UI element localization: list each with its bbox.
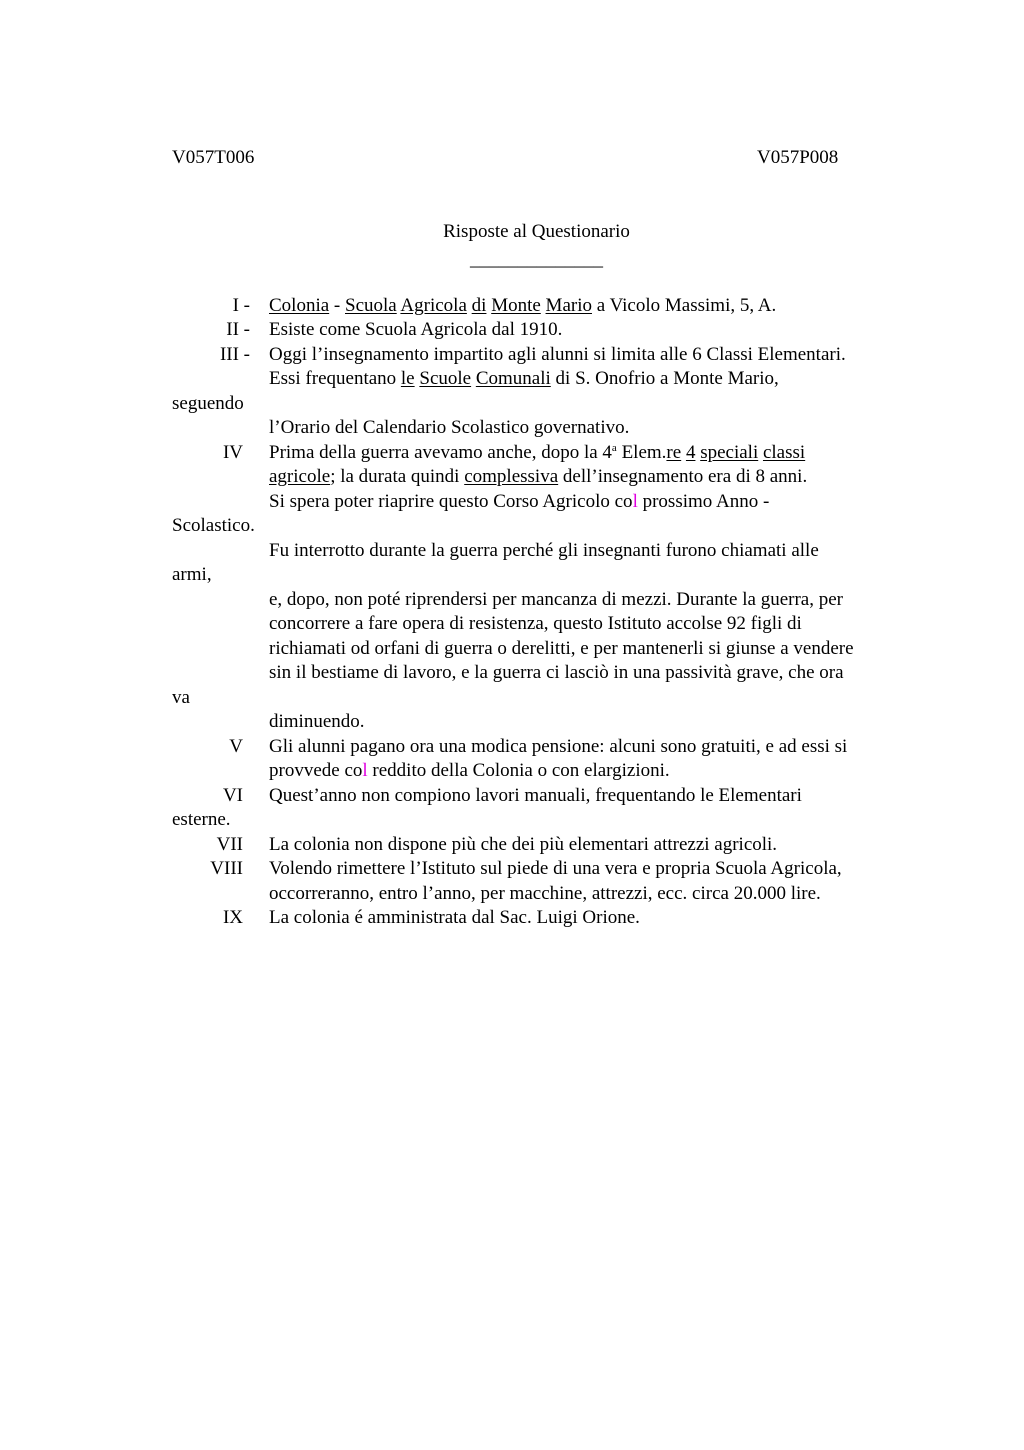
item-number-vii: VII <box>216 834 243 855</box>
text-fragment: Si spera poter riaprire questo Corso Agricolo co <box>269 491 633 512</box>
item-number-ix: IX <box>222 907 243 928</box>
document-code-left: V057T006 <box>172 147 255 168</box>
text-fragment: provvede co <box>269 760 363 781</box>
text-fragment: Elem. <box>616 442 667 463</box>
item-ii-text: Esiste come Scuola Agricola dal 1910. <box>269 319 563 340</box>
word-scuola: Scuola <box>345 295 397 316</box>
item-iv-line: richiamati od orfani di guerra o derelitti, e per mantenerli si giunse a vendere <box>269 638 854 659</box>
item-number-iv: IV <box>222 442 243 463</box>
item-iv-line <box>269 441 805 465</box>
item-vi-line: Quest’anno non compiono lavori manuali, frequentando le Elementari <box>269 785 802 806</box>
item-iv-line: concorrere a fare opera di resistenza, questo Istituto accolse 92 figli di <box>269 613 802 634</box>
word-di: di <box>471 295 487 316</box>
item-iv-line: sin il bestiame di lavoro, e la guerra ci lasciò in una passività grave, che ora <box>269 662 844 683</box>
item-iv-wrap: armi, <box>172 564 212 585</box>
text-fragment: Essi frequentano <box>269 368 401 389</box>
item-viii-line: Volendo rimettere l’Istituto sul piede di una vera e propria Scuola Agricola, <box>269 858 842 879</box>
item-v-line <box>269 759 670 783</box>
item-iii-line: l’Orario del Calendario Scolastico governativo. <box>269 417 630 438</box>
word-speciali: speciali <box>700 442 759 463</box>
item-viii-line: occorreranno, entro l’anno, per macchine, attrezzi, ecc. circa 20.000 lire. <box>269 883 821 904</box>
highlighted-letter: l <box>362 760 368 781</box>
item-v-line: Gli alunni pagano ora una modica pensione: alcuni sono gratuiti, e ad essi si <box>269 736 848 757</box>
text-fragment: prossimo Anno - <box>637 491 770 512</box>
word-agricola: Agricola <box>400 295 467 316</box>
item-iii-line: Oggi l’insegnamento impartito agli alunni si limita alle 6 Classi Elementari. <box>269 344 846 365</box>
word-4: 4 <box>685 442 696 463</box>
text-fragment: Prima della guerra avevamo anche, dopo la 4 <box>269 442 612 463</box>
item-ix-text: La colonia é amministrata dal Sac. Luigi Orione. <box>269 907 640 928</box>
text-fragment: di S. Onofrio a Monte Mario, <box>550 368 779 389</box>
word-re: re <box>666 442 682 463</box>
document-code-right: V057P008 <box>757 147 839 168</box>
item-iv-wrap: Scolastico. <box>172 515 255 536</box>
item-number-viii: VIII <box>210 858 243 879</box>
word-mario: Mario <box>545 295 592 316</box>
text-fragment: - <box>329 295 345 316</box>
word-comunali: Comunali <box>475 368 551 389</box>
page-title: Risposte al Questionario <box>443 221 630 242</box>
item-iv-line <box>269 490 769 514</box>
word-complessiva: complessiva <box>464 466 559 487</box>
item-vii-text: La colonia non dispone più che dei più elementari attrezzi agricoli. <box>269 834 778 855</box>
text-fragment: reddito della Colonia o con elargizioni. <box>367 760 670 781</box>
highlighted-letter: l <box>632 491 638 512</box>
word-classi: classi <box>762 442 806 463</box>
item-number-iii: III - <box>219 344 250 365</box>
text-fragment: dell’insegnamento era di 8 anni. <box>558 466 808 487</box>
word-scuole: Scuole <box>419 368 472 389</box>
word-colonia: Colonia <box>269 295 330 316</box>
title-rule: ______________ <box>470 249 603 270</box>
text-fragment: a Vicolo Massimi, 5, A. <box>591 295 777 316</box>
item-vi-wrap: esterne. <box>172 809 231 830</box>
text-fragment: ; la durata quindi <box>330 466 465 487</box>
item-iii-wrap: seguendo <box>172 393 244 414</box>
word-agricole: agricole <box>269 466 331 487</box>
item-iv-line: Fu interrotto durante la guerra perché gli insegnanti furono chiamati alle <box>269 540 819 561</box>
item-iv-line: e, dopo, non poté riprendersi per mancanza di mezzi. Durante la guerra, per <box>269 589 843 610</box>
item-number-i: I - <box>232 295 250 316</box>
item-number-vi: VI <box>222 785 243 806</box>
item-iii-line <box>269 367 779 391</box>
item-iv-line: diminuendo. <box>269 711 365 732</box>
item-iv-wrap: va <box>172 687 190 708</box>
item-number-v: V <box>229 736 243 757</box>
item-i-text <box>269 294 776 318</box>
superscript: a <box>611 442 617 454</box>
word-monte: Monte <box>491 295 541 316</box>
word-le: le <box>400 368 415 389</box>
item-iv-line <box>269 465 807 489</box>
item-number-ii: II - <box>226 319 250 340</box>
